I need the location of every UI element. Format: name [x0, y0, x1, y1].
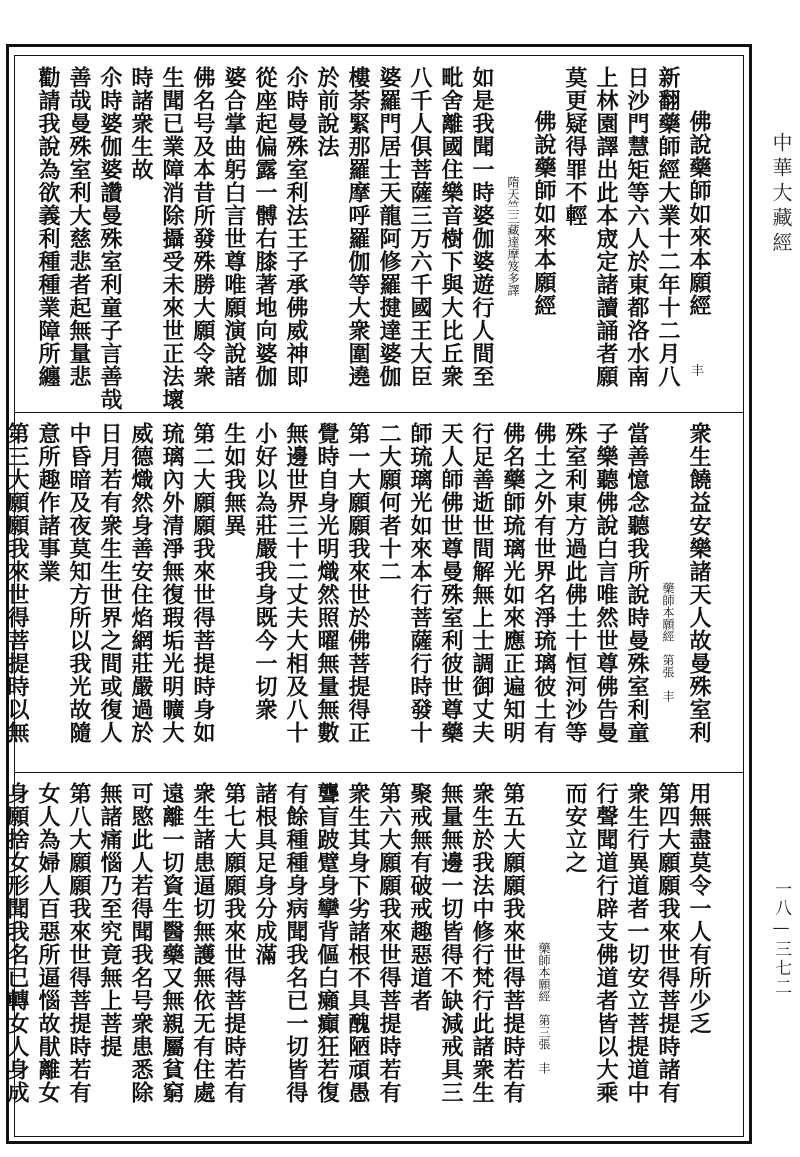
text-column: 日月若有衆生生世界之間或復人 — [97, 422, 123, 744]
text-column: 行足善逝世間解無上士調御丈夫 — [469, 422, 495, 744]
text-column: 婆合掌曲躬白言世尊唯願演說諸 — [221, 66, 247, 388]
panel-divider — [14, 772, 744, 773]
text-column: 女人為婦人百惡所逼惱故猒離女 — [35, 782, 61, 1104]
text-column: 莫更疑得罪不輕 — [562, 66, 588, 227]
text-column: 當善憶念聽我所說時曼殊室利童 — [624, 422, 650, 744]
text-column: 威德熾然身善安住焰網莊嚴過於 — [128, 422, 154, 744]
text-panel-bottom — [4, 782, 714, 1132]
text-column: 新翻藥師經大業十二年十二月八 — [655, 66, 681, 388]
running-head: 藥師本願經 第三張 丰 — [537, 942, 551, 1074]
text-column: 尒時婆伽婆讚曼殊室利童子言善哉 — [97, 66, 123, 411]
text-column: 無量無邊一切皆得不缺減戒具三 — [438, 782, 464, 1104]
text-column: 婆羅門居士天龍阿修羅揵達婆伽 — [376, 66, 402, 388]
text-column: 佛說藥師如來本願經 — [531, 110, 557, 317]
text-column: 上林園譯出此本宬定諸讀誦者願 — [593, 66, 619, 388]
text-panel-middle — [4, 422, 714, 766]
text-column: 衆生饒益安樂諸天人故曼殊室利 — [686, 422, 712, 744]
text-column: 第二大願願我來世得菩提時身如 — [190, 422, 216, 744]
text-column: 覺時自身光明熾然照曜無量無數 — [314, 422, 340, 744]
text-column: 佛名号及本昔所發殊勝大願令衆 — [190, 66, 216, 388]
text-column: 衆生於我法中修行梵行此諸衆生 — [469, 782, 495, 1104]
text-column: 第三大願願我來世得菩提時以無 — [4, 422, 30, 744]
volume-mark: 丰 — [690, 364, 704, 379]
text-column: 如是我聞一時婆伽婆遊行人間至 — [469, 66, 495, 388]
text-column: 中昏暗及夜莫知方所以我光故隨 — [66, 422, 92, 744]
text-column: 衆生諸患逼切無護無依无有住處 — [190, 782, 216, 1104]
text-column: 從座起偏露一髆右膝著地向婆伽 — [252, 66, 278, 388]
text-column: 琉璃內外清淨無復瑕垢光明曠大 — [159, 422, 185, 744]
text-column: 八千人俱菩薩三万六千國王大臣 — [407, 66, 433, 388]
text-column: 勸請我說為欲義利種種業障所纏 — [35, 66, 61, 388]
translator-note: 隋天竺三藏達摩笈多譯 — [506, 176, 520, 296]
text-column: 有餘種種身病聞我名已一切皆得 — [283, 782, 309, 1104]
text-column: 生聞已業障消除攝受未來世正法壞 — [159, 66, 185, 411]
text-column: 諸根具足身分成滿 — [252, 782, 278, 966]
panel-divider — [14, 412, 744, 413]
text-column: 第六大願願我來世得菩提時若有 — [376, 782, 402, 1104]
text-column: 毗舍離國住樂音樹下與大比丘衆 — [438, 66, 464, 388]
text-column: 時諸衆生故 — [128, 66, 154, 181]
text-column: 衆生行異道者一切安立菩提道中 — [624, 782, 650, 1104]
text-column: 遠離一切資生醫藥又無親屬貧窮 — [159, 782, 185, 1104]
text-column: 天人師佛世尊曼殊室利彼世尊藥 — [438, 422, 464, 744]
text-column: 無諸痛惱乃至究竟無上菩提 — [97, 782, 123, 1058]
text-column: 佛說藥師如來本願經 — [686, 110, 712, 317]
text-column: 第七大願願我來世得菩提時若有 — [221, 782, 247, 1104]
text-column: 尒時曼殊室利法王子承佛威神即 — [283, 66, 309, 388]
text-column: 佛土之外有世界名淨琉璃彼土有 — [531, 422, 557, 744]
text-column: 第一大願願我來世於佛菩提得正 — [345, 422, 371, 744]
text-column: 善哉曼殊室利大慈悲者起無量悲 — [66, 66, 92, 388]
text-column: 日沙門慧矩等六人於東都洛水南 — [624, 66, 650, 388]
text-column: 小好以為莊嚴我身既今一切衆 — [252, 422, 278, 721]
text-column: 第五大願願我來世得菩提時若有 — [500, 782, 526, 1104]
canon-title: 中華大藏經 — [769, 132, 793, 257]
text-column: 行聲聞道行辟支佛道者皆以大乘 — [593, 782, 619, 1104]
text-column: 可愍此人若得聞我名号衆患悉除 — [128, 782, 154, 1104]
text-column: 聾盲跛躄身攣背傴白癩癲狂若復 — [314, 782, 340, 1104]
text-column: 衆生其身下劣諸根不具醜陋頑愚 — [345, 782, 371, 1104]
text-column: 佛名藥師琉璃光如來應正遍知明 — [500, 422, 526, 744]
text-column: 子樂聽佛說白言唯然世尊佛告曼 — [593, 422, 619, 744]
text-column: 師琉璃光如來本行菩薩行時發十 — [407, 422, 433, 744]
text-column: 用無盡莫令一人有所少乏 — [686, 782, 712, 1035]
running-head: 藥師本願經 第張 丰 — [661, 582, 675, 702]
text-column: 第四大願願我來世得菩提時諸有 — [655, 782, 681, 1104]
text-column: 二大願何者十二 — [376, 422, 402, 583]
page-number: 一八—三七二 — [771, 880, 791, 997]
text-column: 而安立之 — [562, 782, 588, 874]
text-panel-top — [34, 66, 714, 411]
text-column: 第八大願願我來世得菩提時若有 — [66, 782, 92, 1104]
text-column: 樓荼緊那羅摩呼羅伽等大衆圍遶 — [345, 66, 371, 388]
text-column: 殊室利東方過此佛土十恒河沙等 — [562, 422, 588, 744]
text-column: 於前說法 — [314, 66, 340, 158]
text-column: 無邊世界三十二丈夫大相及八十 — [283, 422, 309, 744]
text-column: 意所趣作諸事業 — [35, 422, 61, 583]
text-column: 身願捨女形聞我名已轉女人身成 — [4, 782, 30, 1104]
text-column: 聚戒無有破戒趣惡道者 — [407, 782, 433, 1012]
text-column: 生如我無異 — [221, 422, 247, 537]
